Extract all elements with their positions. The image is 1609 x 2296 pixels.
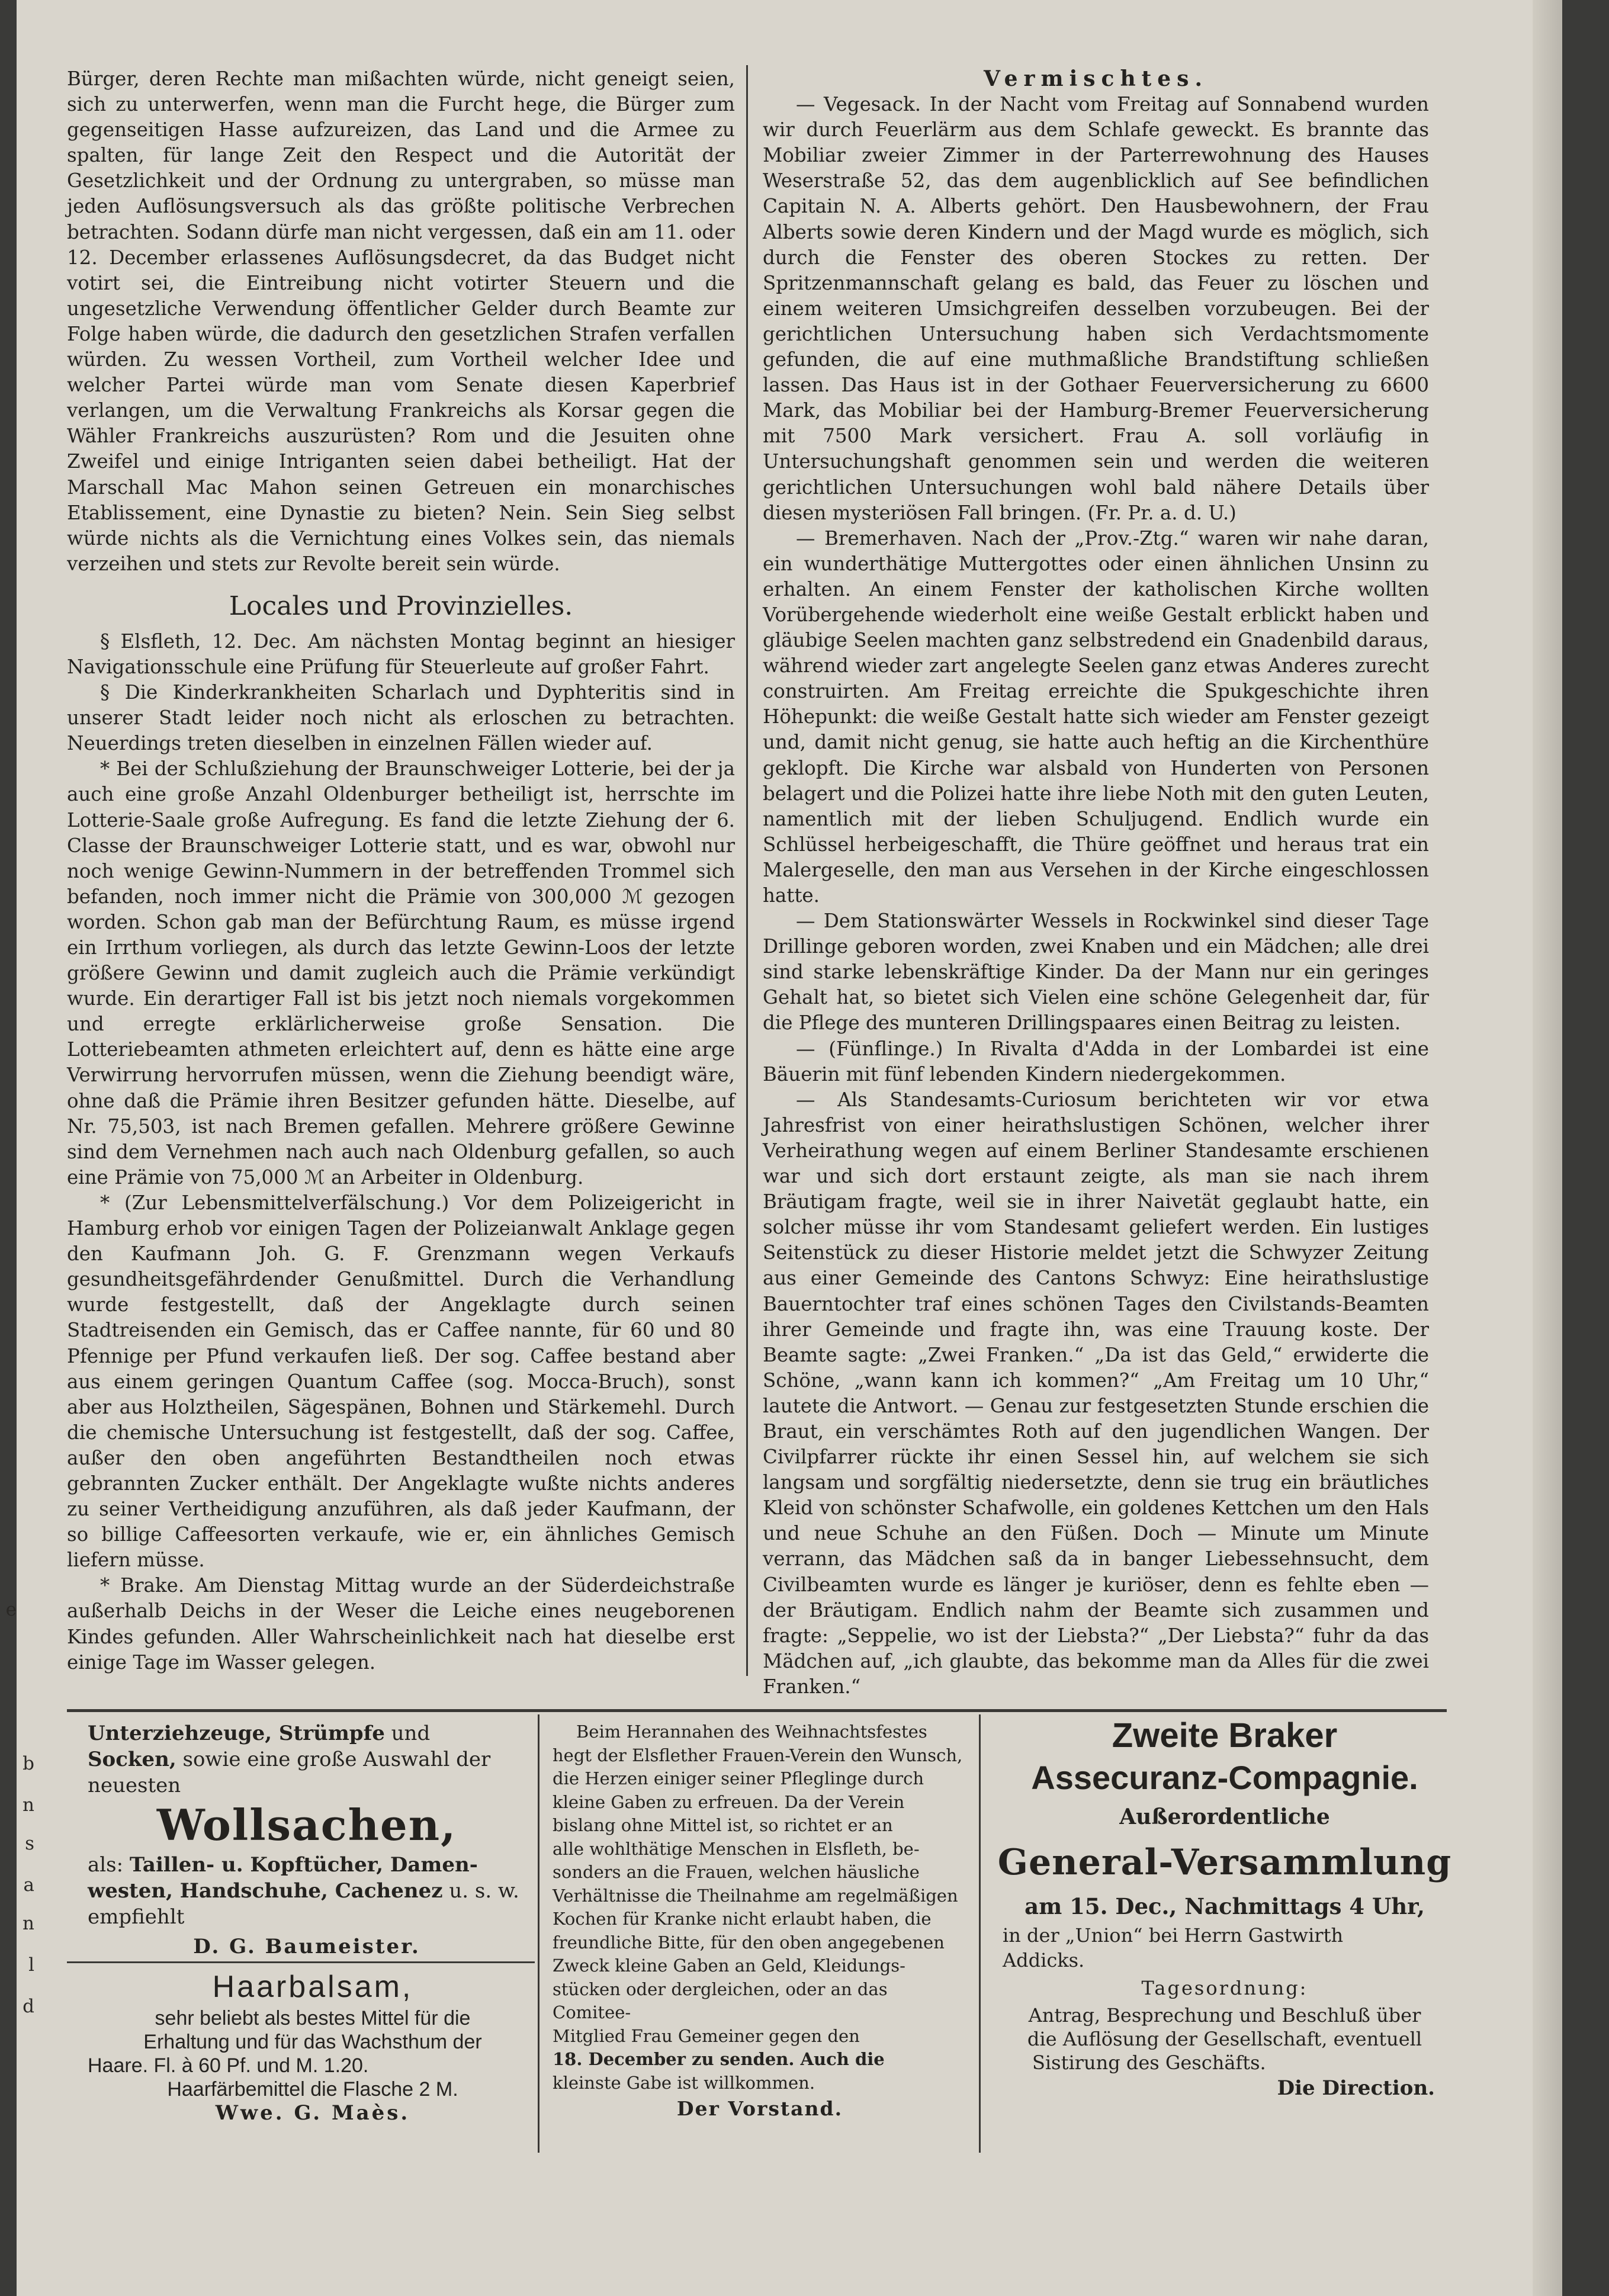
ad-frauenverein xyxy=(553,1720,967,2121)
article-paragraph: Bürger, deren Rechte man mißachten würde, nicht geneigt seien, sich zu unterwerfen, wenn man die Furcht hege, die Bürger zum gegenseitigen Hasse aufzureizen, das Land und die Armee zu spalten, für lange Zeit den Respect und die Autorität der Gesetzlichkeit und der Ordnung zu untergraben, so müsse man jeden Auflösungsversuch als das größte politische Verbrechen betrachten. Sodann dürfe man nicht vergessen, daß ein am 11. oder 12. December erlassenes Auflösungsdecret, da das Budget nicht votirt sei, die Eintreibung nicht votirter Steuern und die ungesetzliche Verwendung öffentlicher Gelder durch Beamte zur Folge haben würde, die dadurch den gesetzlichen Strafen verfallen würden. Zu wessen Vortheil, zum Vortheil welcher Idee und welcher Partei würde man vom Senate diesen Kaperbrief verlangen, um die Verwaltung Frankreichs als Korsar gegen die Wähler Frankreichs auszurüsten? Rom und die Jesuiten ohne Zweifel und einige Intriganten seien dabei betheiligt. Hat der Marschall Mac Mahon seinen Getreuen ein monarchisches Etablissement, eine Dynastie zu bieten? Nein. Sein Sieg selbst würde nichts als die Vernichtung eines Volkes sein, das niemals verzeihen und stets zur Revolte bereit sein würde. xyxy=(67,68,735,575)
margin-letter: n xyxy=(23,1913,34,1934)
ad-text: Socken, xyxy=(88,1748,176,1771)
ad-text: Unterziehzeuge, Strümpfe xyxy=(88,1722,385,1745)
ad-text: 18. December zu senden. Auch die xyxy=(553,2049,885,2069)
ad-divider xyxy=(67,1961,535,1963)
article-paragraph: * Brake. Am Dienstag Mittag wurde an der Süderdeichstraße außerhalb Deichs in der Weser die Leiche eines neugeborenen Kindes gefunden. Aller Wahrscheinlichkeit nach hat dieselbe erst einige Tage im Wasser gelegen. xyxy=(67,1574,735,1674)
ad-text: Sistirung des Geschäfts. xyxy=(1032,2051,1266,2074)
ad-title: Zweite Braker xyxy=(1112,1716,1338,1755)
margin-letter: b xyxy=(23,1753,34,1774)
newspaper-page xyxy=(5,0,1562,2296)
ad-text: stücken oder dergleichen, oder an das Comitee- xyxy=(553,1979,888,2022)
ad-text: Verhältnisse die Theilnahme am regelmäßigen xyxy=(553,1885,958,1906)
ad-signature: Wwe. G. Maès. xyxy=(215,2101,410,2125)
margin-letter: l xyxy=(28,1954,34,1976)
ad-signature: Die Direction. xyxy=(1277,2076,1435,2100)
article-paragraph: * (Zur Lebensmittelverfälschung.) Vor dem Polizeigericht in Hamburg erhob vor einigen Tagen der Polizeianwalt Anklage gegen den Kaufmann Joh. G. F. Grenzmann wegen Verkaufs gesundheitsgefährdender Genußmittel. Durch die Verhandlung wurde festgestellt, daß der Angeklagte durch seinen Stadtreisenden ein Gemisch, das er Caffee nannte, für 60 und 80 Pfennige per Pfund verkaufen ließ. Der sog. Caffee bestand aber aus einem geringen Quantum Caffee (sog. Mocca-Bruch), sonst aber aus Holztheilen, Sägespänen, Bohnen und Stärkemehl. Durch die chemische Untersuchung ist festgestellt, daß der sog. Caffee, außer den oben angeführten Bestandtheilen noch etwas gebrannten Zucker enthält. Der Angeklagte wußte nichts anderes zu seiner Vertheidigung anzuführen, als daß jeder Kaufmann, der so billige Caffeesorten verkaufe, wie er, ein ähnliches Gemisch liefern müsse. xyxy=(67,1191,735,1572)
ad-text: empfiehlt xyxy=(88,1905,185,1929)
article-paragraph: § Elsfleth, 12. Dec. Am nächsten Montag beginnt an hiesiger Navigationsschule eine Prüfung für Steuerleute auf großer Fahrt. xyxy=(67,630,735,678)
ad-text: u. s. w. xyxy=(449,1879,519,1903)
margin-letter: s xyxy=(25,1833,34,1854)
ad-text: in der „Union“ bei Herrn Gastwirth xyxy=(1003,1924,1344,1947)
margin-letter: a xyxy=(23,1874,34,1896)
ad-text: kleinste Gabe ist willkommen. xyxy=(553,2072,815,2093)
section-heading-locales: Locales und Provinzielles. xyxy=(229,590,573,621)
ad-text: die Auflösung der Gesellschaft, eventuell xyxy=(1027,2028,1422,2050)
ad-text: Mitglied Frau Gemeiner gegen den xyxy=(553,2025,860,2046)
article-paragraph: — Bremerhaven. Nach der „Prov.-Ztg.“ waren wir nahe daran, ein wunderthätige Muttergottes oder einen ähnlichen Unsinn zu erhalten. An einem Fenster der katholischen Kirche wollten Vorübergehende wiederholt eine weiße Gestalt erblickt haben und gläubige Seelen machten ganz selbstredend ein Gnadenbild daraus, während wieder zart angelegte Seelen ganz etwas Anderes zurecht construirten. Am Freitag erreichte die Spukgeschichte ihren Höhepunkt: die weiße Gestalt hatte sich wieder am Fenster gezeigt und, damit nicht genug, sie hatte auch heftig an die Kirchenthüre geklopft. Die Kirche war alsbald von Hunderten von Personen belagert und die Polizei hatte ihre liebe Noth mit den guten Leuten, namentlich mit der lieben Schuljugend. Endlich wurde ein Schlüssel herbeigeschafft, die Thüre geöffnet und heraus trat ein Malergeselle, den man aus Versehen in der Kirche eingeschlossen hatte. xyxy=(763,526,1429,907)
margin-letter: n xyxy=(23,1794,34,1816)
column-divider xyxy=(746,65,748,1676)
margin-letter: d xyxy=(23,1996,34,2017)
ad-text: sonders an die Frauen, welchen häusliche xyxy=(553,1862,920,1882)
ad-text: sehr beliebt als bestes Mittel für die xyxy=(155,2007,471,2030)
ad-date: am 15. Dec., Nachmittags 4 Uhr, xyxy=(1025,1893,1425,1919)
ad-text: sowie eine große Auswahl der xyxy=(182,1748,491,1771)
ad-text: bislang ohne Mittel ist, so richtet er an xyxy=(553,1815,893,1835)
left-column xyxy=(67,66,735,1675)
ad-divider xyxy=(538,1714,539,2153)
ad-text: Beim Herannahen des Weihnachtsfestes xyxy=(576,1722,927,1742)
ad-haarbalsam xyxy=(88,1967,538,2125)
ad-text: neuesten xyxy=(88,1774,181,1797)
ad-divider xyxy=(979,1714,981,2153)
ad-text: Kochen für Kranke nicht erlaubt haben, die xyxy=(553,1909,932,1929)
ad-text: kleine Gaben zu erfreuen. Da der Verein xyxy=(553,1791,905,1812)
ad-text: alle wohlthätige Menschen in Elsfleth, be- xyxy=(553,1838,920,1859)
ad-title: General-Versammlung xyxy=(997,1842,1452,1883)
ad-signature: D. G. Baumeister. xyxy=(193,1935,420,1958)
ad-signature: Der Vorstand. xyxy=(676,2097,843,2120)
ad-title-haarbalsam: Haarbalsam, xyxy=(212,1970,413,2004)
article-paragraph: § Die Kinderkrankheiten Scharlach und Dyphteritis sind in unserer Stadt leider noch nicht als erloschen zu betrachten. Neuerdings treten dieselben in einzelnen Fällen wieder auf. xyxy=(67,681,735,755)
ad-text: Haarfärbemittel die Flasche 2 M. xyxy=(167,2078,458,2101)
ad-text: als: xyxy=(88,1853,124,1877)
ad-text: Haare. Fl. à 60 Pf. und M. 1.20. xyxy=(88,2054,369,2077)
ad-text: und xyxy=(391,1722,431,1745)
ad-subtitle: Außerordentliche xyxy=(1119,1804,1330,1829)
ad-title: Assecuranz-Compagnie. xyxy=(1031,1759,1418,1796)
section-heading-vermischtes: Vermischtes. xyxy=(984,66,1208,91)
ad-text: die Herzen einiger seiner Pfleglinge durch xyxy=(553,1768,924,1788)
article-paragraph: — Dem Stationswärter Wessels in Rockwinkel sind dieser Tage Drillinge geboren worden, zwei Knaben und ein Mädchen; alle drei sind starke lebenskräftige Kinder. Da der Mann nur ein geringes Gehalt hat, so bietet sich Vielen eine schöne Gelegenheit dar, für die Pflege des munteren Drillingspaares einen Beitrag zu leisten. xyxy=(763,910,1429,1035)
ad-text: freundliche Bitte, für den oben angegebenen xyxy=(553,1932,945,1953)
ad-wollsachen xyxy=(88,1720,526,1960)
ads-top-rule xyxy=(67,1709,1447,1712)
article-paragraph: — (Fünflinge.) In Rivalta d'Adda in der Lombardei ist eine Bäuerin mit fünf lebenden Kindern niedergekommen. xyxy=(763,1037,1429,1086)
ad-title-wollsachen: Wollsachen, xyxy=(156,1800,457,1850)
ad-assecuranz xyxy=(991,1714,1459,2102)
ad-text: Addicks. xyxy=(1003,1949,1085,1971)
article-paragraph: — Als Standesamts-Curiosum berichteten wir vor etwa Jahresfrist von einer heirathslustigen Schönen, welcher ihrer Verheirathung wegen auf einem Berliner Standesamte erschienen war und sich dort erstaunt zeigte, als man sie nach ihrem Bräutigam fragte, weil sie in ihrer Naivetät geglaubt hatte, ein solcher müsse ihr vom Standesamt geliefert werden. Ein lustiges Seitenstück zu dieser Historie meldet jetzt die Schwyzer Zeitung aus einer Gemeinde des Cantons Schwyz: Eine heirathslustige Bauerntochter traf eines schönen Tages den Civilstands-Beamten ihrer Gemeinde und fragte ihn, was eine Trauung koste. Der Beamte sagte: „Zwei Franken.“ „Da ist das Geld,“ erwiderte die Schöne, „wann kann ich kommen?“ „Am Freitag um 10 Uhr,“ lautete die Antwort. — Genau zur festgesetzten Stunde erschien die Braut, ein verschämtes Roth auf den jugendlichen Wangen. Der Civilpfarrer rückte ihr einen Sessel hin, auf welchem sie sich langsam und sorgfältig niedersetzte, denn sie trug ein bräutliches Kleid von schönster Schafwolle, ein goldenes Kettchen um den Hals und neue Schuhe an den Füßen. Doch — Minute um Minute verrann, das Mädchen saß da in banger Liebessehnsucht, dem Civilbeamten wurde es länger je kuriöser, denn es fehlte eben — der Bräutigam. Endlich nahm der Beamte sich zusammen und fragte: „Seppelie, wo ist der Liebsta?“ „Der Liebsta?“ fuhr da das Mädchen auf, „ich glaubte, das bekomme man da Alles für die zwei Franken.“ xyxy=(763,1088,1429,1698)
ad-text: Zweck kleine Gaben an Geld, Kleidungs- xyxy=(553,1955,905,1976)
ad-text: Erhaltung und für das Wachsthum der xyxy=(143,2031,482,2053)
ad-text: Tagesordnung: xyxy=(1141,1977,1308,1999)
article-paragraph: — Vegesack. In der Nacht vom Freitag auf Sonnabend wurden wir durch Feuerlärm aus dem Schlafe geweckt. Es brannte das Mobiliar zweier Zimmer in der Parterrewohnung des Hauses Weserstraße 52, das dem augenblicklich auf See befindlichen Capitain N. A. Alberts gehört. Den Hausbewohnern, der Frau Alberts sowie deren Kindern und der Magd wurde es möglich, sich durch die Fenster des oberen Stockes zu retten. Der Spritzenmannschaft gelang es bald, das Feuer zu löschen und einem weiteren Umsichgreifen desselben vorzubeugen. Bei der gerichtlichen Untersuchung haben sich Verdachtsmomente gefunden, die auf eine muthmaßliche Brandstiftung schließen lassen. Das Haus ist in der Gothaer Feuerversicherung zu 6600 Mark, das Mobiliar bei der Hamburg-Bremer Feuerversicherung mit 7500 Mark versichert. Frau A. soll vorläufig in Untersuchungshaft genommen sein und werden die weiteren gerichtlichen Untersuchungen wohl bald nähere Details über diesen mysteriösen Fall bringen. (Fr. Pr. a. d. U.) xyxy=(763,93,1429,524)
ad-text: westen, Handschuhe, Cachenez xyxy=(88,1879,443,1903)
article-paragraph: * Bei der Schlußziehung der Braunschweiger Lotterie, bei der ja auch eine große Anzahl Oldenburger betheiligt ist, herrschte im Lotterie-Saale große Aufregung. Es fand die letzte Ziehung der 6. Classe der Braunschweiger Lotterie statt, und es war, obwohl nur noch wenige Gewinn-Nummern in der betreffenden Trommel sich befanden, noch immer nicht die Prämie von 300,000 ℳ gezogen worden. Schon gab man der Befürchtung Raum, es müsse irgend ein Irrthum vorliegen, als durch das letzte Gewinn-Loos der letzte größere Gewinn und damit zugleich auch die Prämie verkündigt wurde. Ein derartiger Fall ist bis jetzt noch niemals vorgekommen und erregte erklärlicherweise große Sensation. Die Lotteriebeamten athmeten erleichtert auf, denn es hätte eine arge Verwirrung hervorrufen müssen, wenn die Ziehung beendigt wäre, ohne daß die Prämie ihren Besitzer gefunden hätte. Dieselbe, auf Nr. 75,503, ist nach Bremen gefallen. Mehrere größere Gewinne sind dem Vernehmen nach auch nach Oldenburg gefallen, so auch eine Prämie von 75,000 ℳ an Arbeiter in Oldenburg. xyxy=(67,757,735,1189)
margin-letter: e xyxy=(5,1599,17,1620)
ad-text: hegt der Elsflether Frauen-Verein den Wunsch, xyxy=(553,1745,963,1765)
ad-text: Taillen- u. Kopftücher, Damen- xyxy=(129,1853,478,1877)
ad-text: Antrag, Besprechung und Beschluß über xyxy=(1028,2004,1421,2027)
right-column xyxy=(763,66,1429,1700)
